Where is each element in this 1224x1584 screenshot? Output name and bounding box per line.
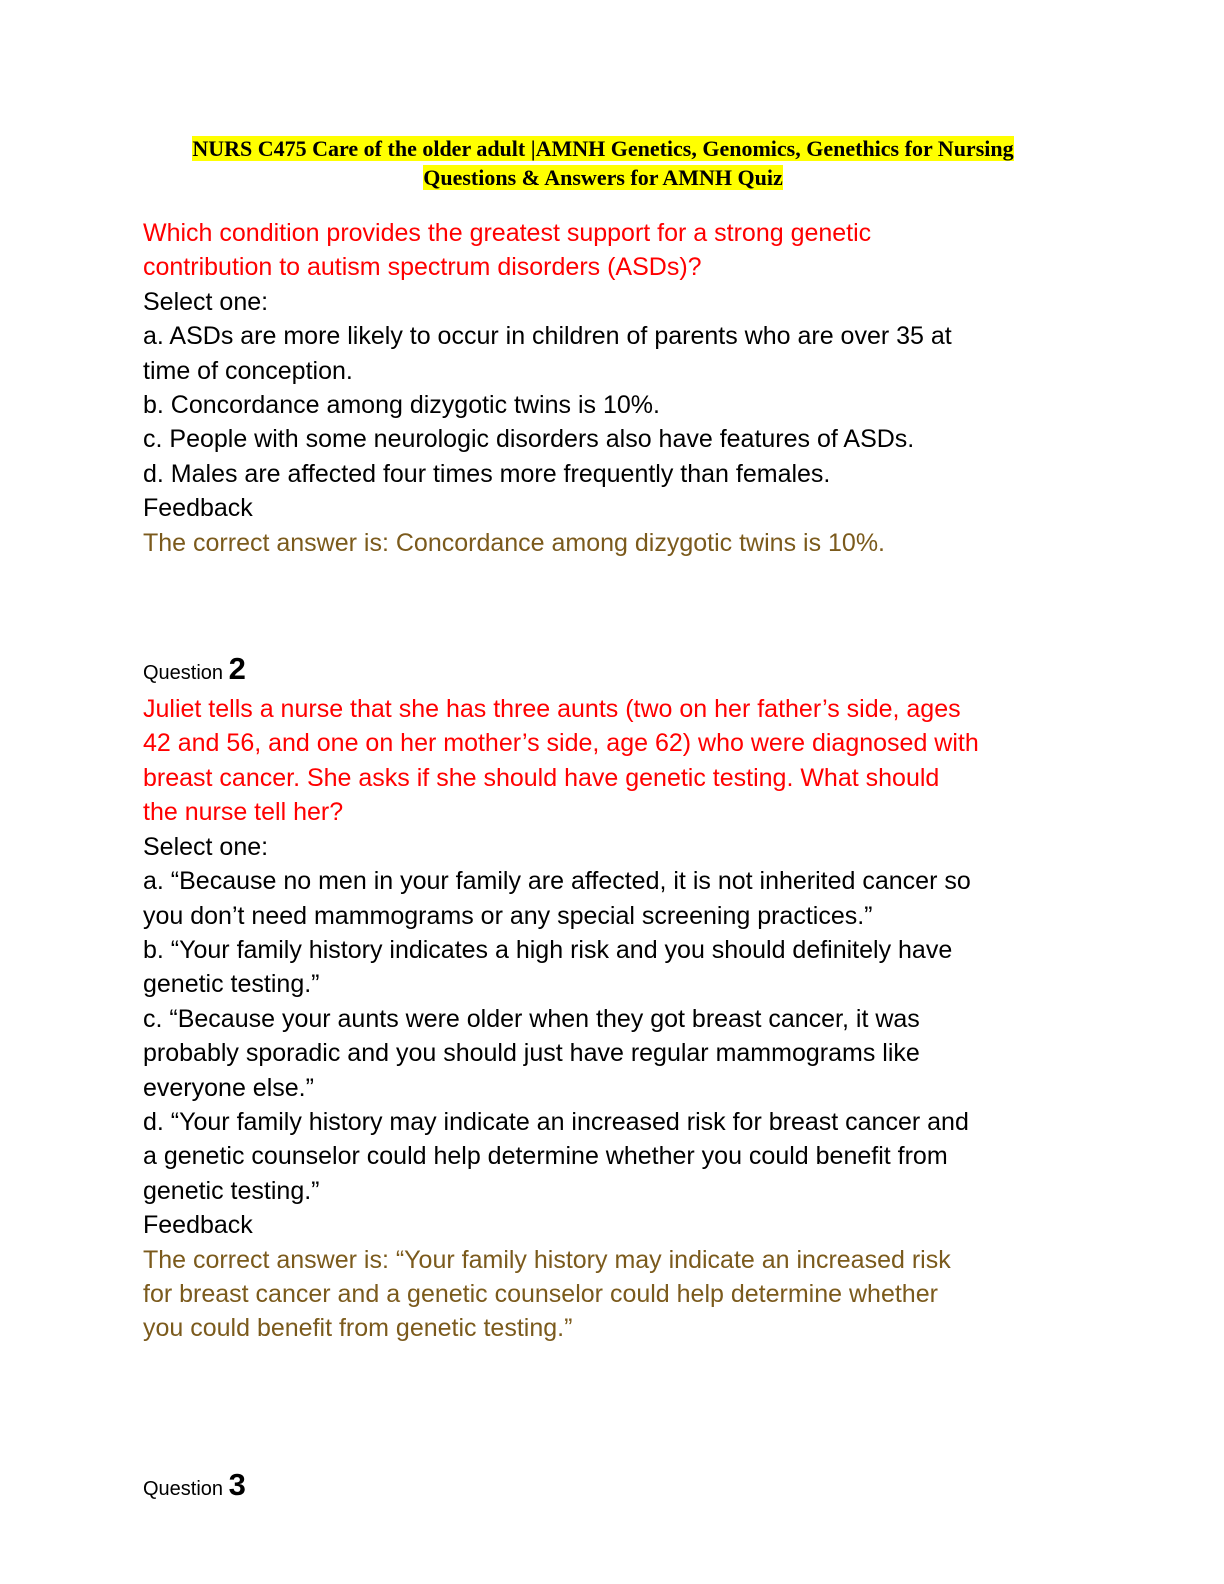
question-1-correct-answer: The correct answer is: Concordance among dizygotic twins is 10%. [143, 528, 885, 557]
question-2-correct-answer-line-1: The correct answer is: “Your family history may indicate an increased risk [143, 1245, 951, 1274]
question-block-1 [143, 216, 1083, 560]
spacer [143, 560, 1083, 650]
question-2-stem-line-2: 42 and 56, and one on her mother’s side, age 62) who were diagnosed with [143, 729, 979, 758]
title-line-2: Questions & Answers for AMNH Quiz [423, 165, 783, 190]
question-2-heading [143, 650, 1083, 692]
question-1-stem-line-1: Which condition provides the greatest support for a strong genetic [143, 219, 872, 247]
question-2-option-b-line-2: genetic testing.” [143, 970, 320, 999]
question-2-option-c-line-2: probably sporadic and you should just have regular mammograms like [143, 1039, 920, 1068]
spacer [143, 1346, 1083, 1466]
question-block-3 [143, 1466, 1083, 1508]
question-2-correct-answer-line-2: for breast cancer and a genetic counselor could help determine whether [143, 1279, 938, 1308]
question-1-option-a-line-2: time of conception. [143, 356, 353, 385]
question-block-2 [143, 650, 1083, 1346]
question-3-heading [143, 1466, 1083, 1508]
question-2-stem-line-4: the nurse tell her? [143, 798, 344, 827]
question-2-correct-answer-line-3: you could benefit from genetic testing.” [143, 1314, 573, 1343]
question-2-option-b-line-1: b. “Your family history indicates a high risk and you should definitely have [143, 935, 953, 964]
question-2-option-c-line-3: everyone else.” [143, 1073, 314, 1102]
question-2-select-label: Select one: [143, 832, 269, 861]
title-line-1: NURS C475 Care of the older adult |AMNH Genetics, Genomics, Genethics for Nursing [192, 136, 1014, 161]
document-title [143, 134, 1063, 192]
question-2-option-a-line-1: a. “Because no men in your family are affected, it is not inherited cancer so [143, 867, 971, 896]
quiz-content [143, 216, 1083, 1508]
question-1-select-label: Select one: [143, 287, 269, 316]
question-1-option-b: b. Concordance among dizygotic twins is 10%. [143, 391, 660, 420]
question-2-option-d-line-2: a genetic counselor could help determine whether you could benefit from [143, 1142, 948, 1171]
question-1-option-d: d. Males are affected four times more frequently than females. [143, 459, 831, 488]
question-2-option-a-line-2: you don’t need mammograms or any special screening practices.” [143, 901, 873, 930]
question-1-option-c: c. People with some neurologic disorders also have features of ASDs. [143, 425, 915, 454]
question-3-number: 3 [228, 1466, 246, 1502]
question-2-feedback-label: Feedback [143, 1211, 253, 1240]
question-2-option-d-line-3: genetic testing.” [143, 1176, 320, 1205]
question-3-label: Question [143, 1477, 224, 1500]
question-2-stem-line-3: breast cancer. She asks if she should have genetic testing. What should [143, 763, 940, 792]
question-2-option-d-line-1: d. “Your family history may indicate an increased risk for breast cancer and [143, 1107, 969, 1136]
question-2-number: 2 [228, 651, 246, 687]
question-1-feedback-label: Feedback [143, 494, 253, 523]
question-2-stem-line-1: Juliet tells a nurse that she has three aunts (two on her father’s side, ages [143, 695, 961, 724]
question-2-label: Question [143, 662, 224, 685]
question-1-stem-line-2: contribution to autism spectrum disorders (ASDs)? [143, 253, 702, 282]
question-1-option-a-line-1: a. ASDs are more likely to occur in children of parents who are over 35 at [143, 322, 952, 351]
question-2-option-c-line-1: c. “Because your aunts were older when they got breast cancer, it was [143, 1004, 920, 1033]
